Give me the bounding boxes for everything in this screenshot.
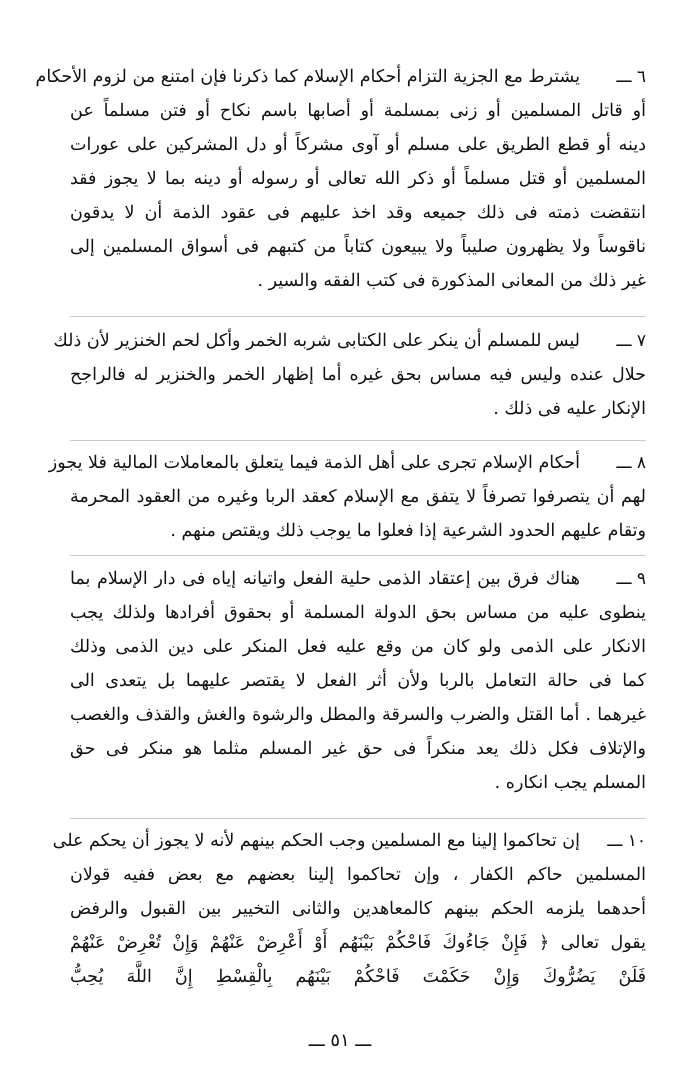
text-line: المسلمين حاكم الكفار ، وإن تحاكموا إلينا بعضهم مع بعض ففيه قولان — [70, 865, 646, 885]
section-divider — [70, 818, 646, 819]
text-line: هناك فرق بين إعتقاد الذمى حلية الفعل واتيانه إياه فى دار الإسلام بما — [70, 569, 580, 589]
text-line: حلال عنده وليس فيه مساس بحق غيره أما إظهار الخمر والخنزير له فالراجح — [70, 365, 646, 385]
text-line: إن تحاكموا إلينا مع المسلمين وجب الحكم بينهم لأنه لا يجوز أن يحكم على — [52, 831, 580, 851]
text-line: الإنكار عليه فى ذلك . — [493, 399, 646, 419]
item-number: ١٠ ـــ — [607, 831, 646, 851]
numbered-paragraph-6 — [35, 60, 646, 298]
text-line: أحكام الإسلام تجرى على أهل الذمة فيما يتعلق بالمعاملات المالية فلا يجوز — [48, 453, 580, 473]
text-line: دينه أو قطع الطريق على مسلم أو آوى مشركاً أو دل المشركين على عورات — [70, 135, 646, 155]
text-line: المسلمين أو قتل مسلماً أو ذكر الله تعالى أو رسوله أو دينه بما لا يجوز فقد — [70, 169, 646, 189]
numbered-paragraph-9 — [70, 562, 646, 800]
text-line: والإتلاف فكل ذلك يعد منكراً فى حق غير المسلم مثلما هو منكر فى حق — [70, 739, 646, 759]
text-line: انتقضت ذمته فى ذلك جميعه وقد اخذ عليهم فى عقود الذمة أن لا يدقون — [70, 203, 646, 223]
text-line: يقول تعالى ﴿ فَإِنْ جَاءُوكَ فَاحْكُمْ بَيْنَهُم أَوْ أَعْرِضْ عَنْهُمْ وَإِنْ تُعْرِضْ عَنْهُمْ — [70, 933, 646, 953]
item-number: ٩ ـــ — [616, 569, 646, 589]
text-line: لهم أن يتصرفوا تصرفاً لا يتفق مع الإسلام كعقد الربا وغيره من العقود المحرمة — [70, 487, 646, 507]
text-line: كما فى حالة التعامل بالربا ولأن أثر الفعل لا يقتصر عليهما بل يتعدى الى — [70, 671, 646, 691]
text-line: وتقام عليهم الحدود الشرعية إذا فعلوا ما يوجب ذلك ويقتص منهم . — [170, 521, 646, 541]
section-divider — [70, 440, 646, 441]
text-line: أو قاتل المسلمين أو زنى بمسلمة أو أصابها باسم نكاح أو فتن مسلماً عن — [70, 101, 646, 121]
text-line: ليس للمسلم أن ينكر على الكتابى شربه الخمر وأكل لحم الخنزير لأن ذلك — [53, 331, 580, 351]
section-divider — [70, 316, 646, 317]
text-line: المسلم يجب انكاره . — [494, 773, 646, 793]
text-line: غير ذلك من المعانى المذكورة فى كتب الفقه والسير . — [257, 271, 646, 291]
text-line: الانكار على الذمى ولو كان من وقع عليه فعل المنكر على دين الذمى وذلك — [70, 637, 646, 657]
item-number: ٧ ـــ — [616, 331, 646, 351]
text-line: غيرهما . أما القتل والضرب والسرقة والمطل والرشوة والغش والقذف والغصب — [70, 705, 646, 725]
numbered-paragraph-10 — [52, 824, 646, 994]
text-line: فَلَنْ يَضُرُّوكَ وَإِنْ حَكَمْتَ فَاحْكُمْ بَيْنَهُم بِالْقِسْطِ إِنَّ اللَّهَ يُحِبُّ — [70, 967, 646, 987]
numbered-paragraph-7 — [53, 324, 646, 426]
text-line: ناقوساً ولا يظهرون صليباً ولا يبيعون كتاباً من كتبهم فى أسواق المسلمين إلى — [70, 237, 646, 257]
section-divider — [70, 555, 646, 556]
text-line: يشترط مع الجزية التزام أحكام الإسلام كما ذكرنا فإن امتنع من لزوم الأحكام — [35, 67, 580, 87]
item-number: ٦ ـــ — [616, 67, 646, 87]
page-number: ـــ ٥١ ـــ — [308, 1030, 372, 1051]
text-line: أحدهما يلزمه الحكم بينهم كالمعاهدين والثانى التخيير بين القبول والرفض — [70, 899, 646, 919]
item-number: ٨ ـــ — [616, 453, 646, 473]
numbered-paragraph-8 — [48, 446, 646, 548]
text-line: ينطوى عليه من مساس بحق الدولة المسلمة أو بحقوق أفرادها ولذلك يجب — [70, 603, 646, 623]
